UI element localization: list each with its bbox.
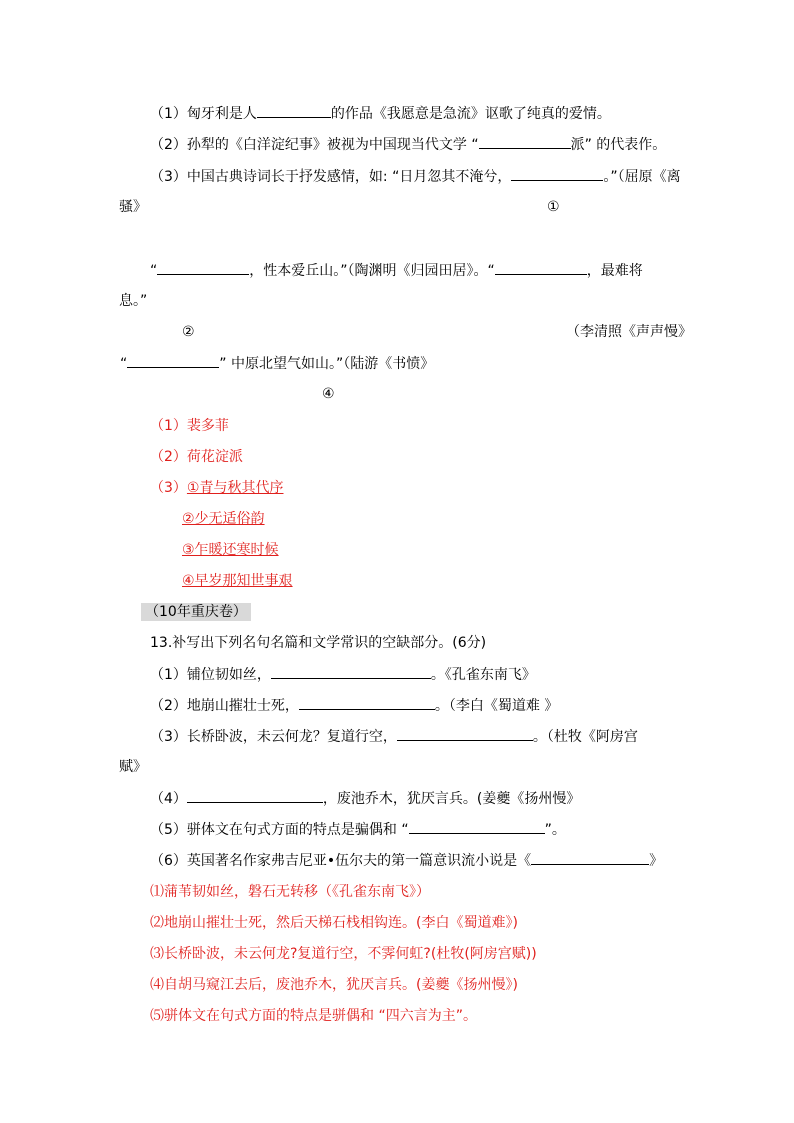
question-13-4	[150, 788, 580, 809]
answer-blank	[187, 788, 323, 803]
answer-blank	[409, 819, 545, 834]
answer-blank	[479, 134, 571, 149]
q13-3-text-a: （3）长桥卧波，未云何龙？复道行空，	[150, 729, 397, 745]
answer-blank	[397, 726, 533, 741]
answer-3-3: ③乍暖还寒时候	[182, 542, 279, 558]
answer-1: （1）裴多菲	[150, 418, 229, 434]
answer-13-2: ⑵地崩山摧壮士死，然后天梯石栈相钩连。(李白《蜀道难》)	[150, 915, 518, 931]
answer-2: （2）荷花淀派	[150, 449, 243, 465]
answer-blank	[511, 166, 603, 181]
quote-open: “	[150, 263, 158, 279]
question-2	[150, 134, 666, 155]
question-13-title: 13.补写出下列名句名篇和文学常识的空缺部分。(6分)	[150, 635, 487, 651]
answer-blank	[495, 260, 587, 275]
question-3	[150, 166, 681, 187]
answer-13-5: ⑸骈体文在句式方面的特点是骈偶和 “四六言为主”。	[150, 1008, 477, 1024]
line-b-text: ” 中原北望气如山。”（陆游《书愤》	[219, 356, 435, 372]
answer-3-prefix: （3）	[150, 480, 187, 496]
question-13-1	[150, 664, 536, 685]
q13-3-text-b: 。（杜牧《阿房宫	[532, 729, 638, 745]
question-3-line-a	[150, 260, 643, 281]
answer-13-1: ⑴蒲苇韧如丝，磐石无转移（《孔雀东南飞》）	[150, 884, 430, 900]
question-13-3-continued: 赋》	[119, 759, 147, 775]
q13-4-text-b: ，废池乔木，犹厌言兵。(姜夔《扬州慢》	[322, 791, 581, 807]
q13-5-text-b: ”。	[544, 822, 566, 838]
answer-blank	[271, 664, 431, 679]
answer-blank	[531, 850, 649, 865]
answer-3	[150, 478, 283, 498]
marker-2: ②	[182, 324, 195, 340]
q13-4-text-a: （4）	[150, 791, 187, 807]
answer-blank	[257, 103, 331, 118]
question-3-line-a-continued: 息。”	[119, 293, 148, 309]
q13-2-text-a: （2）地崩山摧壮士死，	[150, 698, 299, 714]
question-3-line-b	[120, 353, 434, 374]
answer-3-1: ①青与秋其代序	[186, 480, 284, 496]
question-3-continued: 骚》	[119, 199, 147, 215]
line-a-end: ，最难将	[586, 263, 643, 279]
marker-4: ④	[322, 386, 335, 402]
answer-13-4: ⑷自胡马窥江去后，废池乔木，犹厌言兵。(姜夔《扬州慢》)	[150, 977, 518, 993]
q13-1-text-b: 。《孔雀东南飞》	[430, 667, 536, 683]
question-1-text-b: 的作品《我愿意是急流》讴歌了纯真的爱情。	[330, 106, 611, 122]
source-li-qingzhao: （李清照《声声慢》	[566, 324, 692, 340]
question-3-text-a: （3）中国古典诗词长于抒发感情，如: “日月忽其不淹兮，	[150, 169, 512, 185]
quote-open: “	[120, 356, 128, 372]
answer-13-3: ⑶长桥卧波，未云何龙?复道行空，不霁何虹?(杜牧(阿房宫赋))	[150, 946, 537, 962]
section-tag: （10年重庆卷）	[141, 603, 251, 621]
answer-blank	[127, 353, 219, 368]
answer-blank	[157, 260, 249, 275]
question-2-text-a: （2）孙犁的《白洋淀纪事》被视为中国现当代文学 “	[150, 137, 479, 153]
line-a-middle: ，性本爱丘山。”（陶渊明《归园田居》。“	[249, 263, 495, 279]
question-1-text-a: （1）匈牙利是人	[150, 106, 257, 122]
question-13-2	[150, 695, 558, 716]
q13-6-text-a: （6）英国著名作家弗吉尼亚•伍尔夫的第一篇意识流小说是《	[150, 853, 532, 869]
q13-1-text-a: （1）铺位韧如丝，	[150, 667, 271, 683]
marker-1: ①	[547, 199, 560, 215]
q13-5-text-a: （5）骈体文在句式方面的特点是骗偶和 “	[150, 822, 409, 838]
answer-3-2: ②少无适俗韵	[182, 511, 265, 527]
question-2-text-b: 派” 的代表作。	[570, 137, 667, 153]
question-13-6	[150, 850, 663, 871]
q13-2-text-b: 。（李白《蜀道难 》	[434, 698, 559, 714]
question-13-5	[150, 819, 566, 840]
question-13-3	[150, 726, 638, 747]
answer-3-4: ④早岁那知世事艰	[182, 573, 293, 589]
question-1	[150, 103, 611, 124]
answer-blank	[299, 695, 435, 710]
question-3-text-b: 。”（屈原《离	[603, 169, 681, 185]
q13-6-text-b: 》	[649, 853, 664, 869]
